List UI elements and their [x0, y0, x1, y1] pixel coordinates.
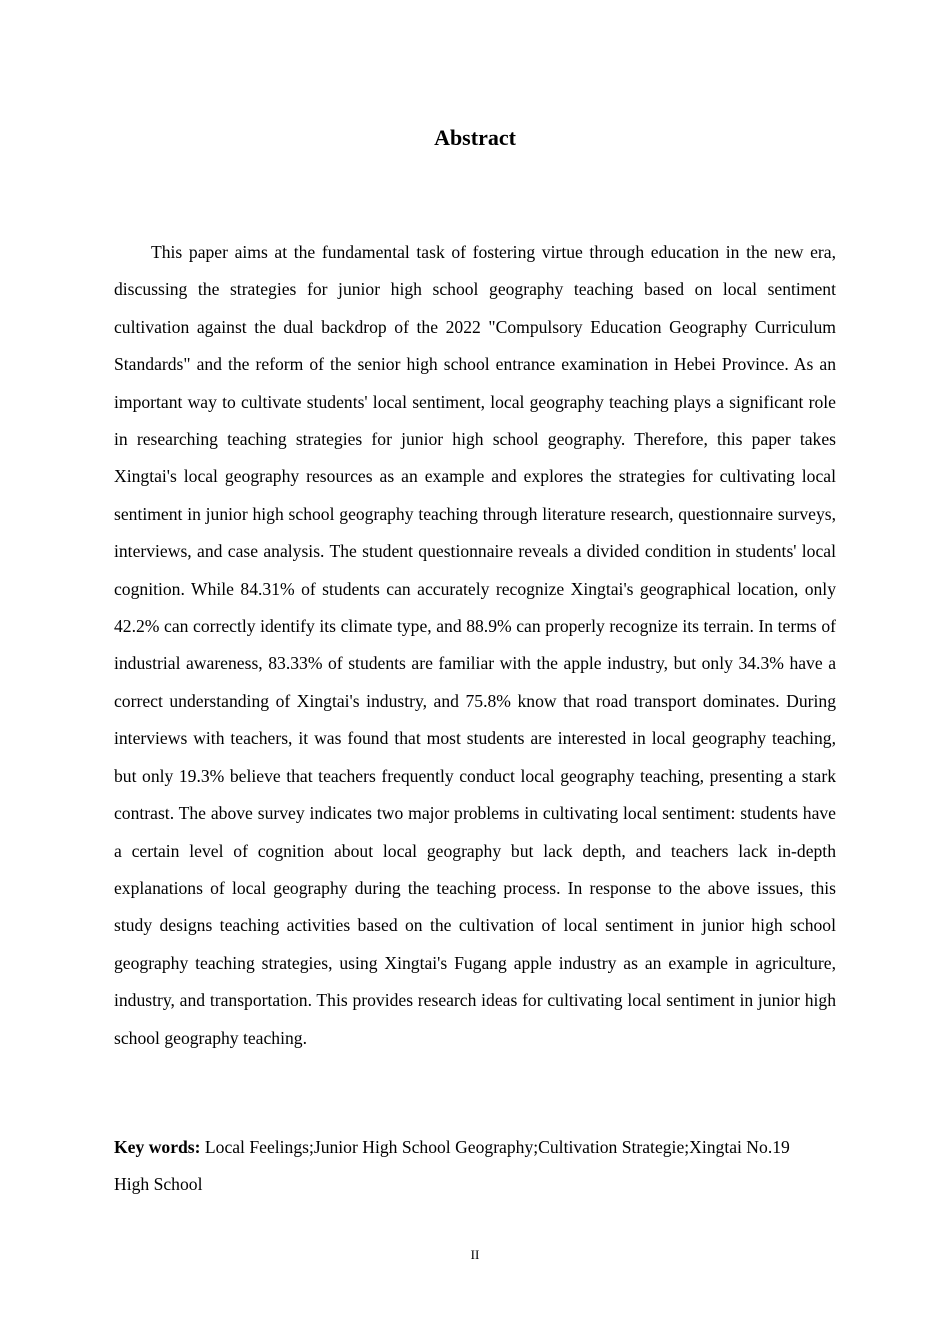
keywords-value: Local Feelings;Junior High School Geography;Cultivation Strategie;Xingtai No.19 High School — [114, 1137, 790, 1195]
abstract-body-paragraph: This paper aims at the fundamental task of fostering virtue through education in the new era, discussing the strategies for junior high school geography teaching based on local sentiment cultivation against the dual backdrop of the 2022 "Compulsory Education Geography Curriculum Standards" and the reform of the senior high school entrance examination in Hebei Province. As an important way to cultivate students' local sentiment, local geography teaching plays a significant role in researching teaching strategies for junior high school geography. Therefore, this paper takes Xingtai's local geography resources as an example and explores the strategies for cultivating local sentiment in junior high school geography teaching through literature research, questionnaire surveys, interviews, and case analysis. The student questionnaire reveals a divided condition in students' local cognition. While 84.31% of students can accurately recognize Xingtai's geographical location, only 42.2% can correctly identify its climate type, and 88.9% can properly recognize its terrain. In terms of industrial awareness, 83.33% of students are familiar with the apple industry, but only 34.3% have a correct understanding of Xingtai's industry, and 75.8% know that road transport dominates. During interviews with teachers, it was found that most students are interested in local geography teaching, but only 19.3% believe that teachers frequently conduct local geography teaching, presenting a stark contrast. The above survey indicates two major problems in cultivating local sentiment: students have a certain level of cognition about local geography but lack depth, and teachers lack in-depth explanations of local geography during the teaching process. In response to the above issues, this study designs teaching activities based on the cultivation of local sentiment in junior high school geography teaching strategies, using Xingtai's Fugang apple industry as an example in agriculture, industry, and transportation. This provides research ideas for cultivating local sentiment in junior high school geography teaching. — [114, 242, 836, 1048]
page-number: II — [470, 1247, 480, 1262]
keywords-line — [114, 1129, 814, 1204]
abstract-title: Abstract — [434, 125, 516, 150]
keywords-label: Key words: — [114, 1137, 201, 1157]
